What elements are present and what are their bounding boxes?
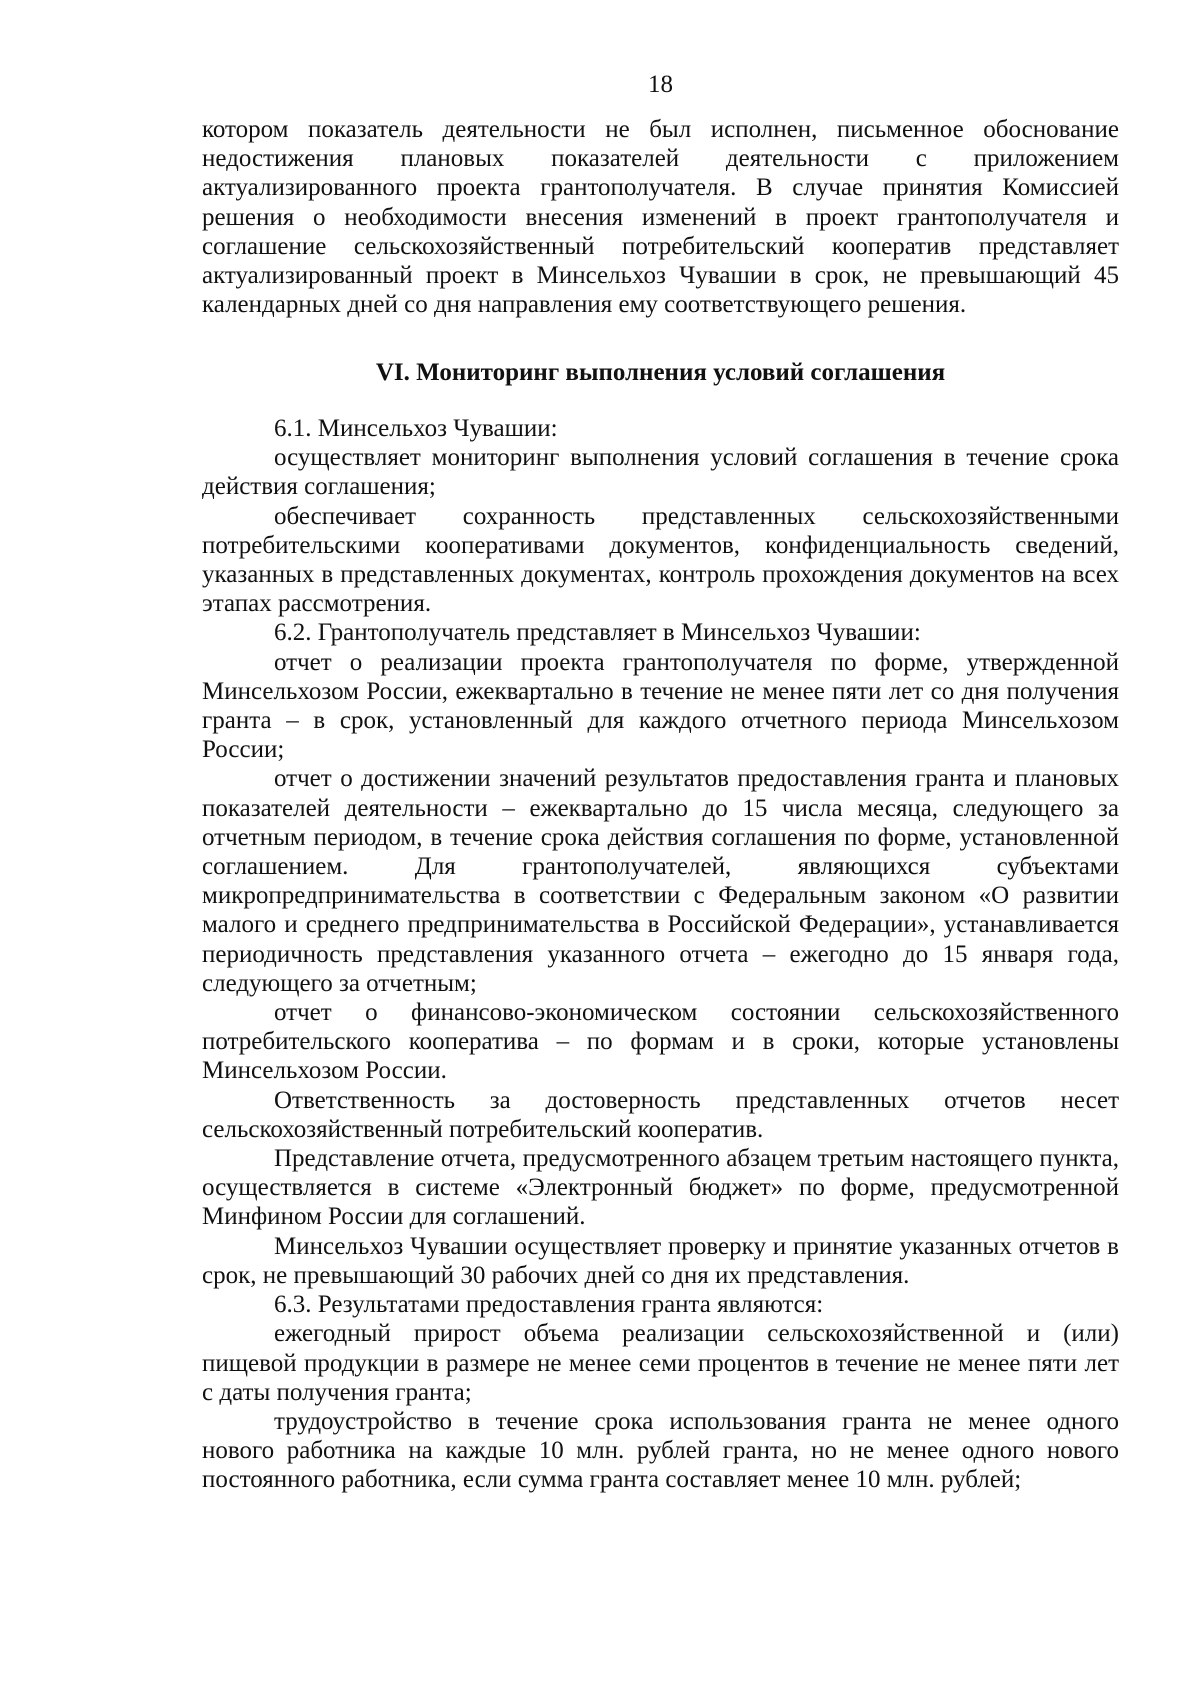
section-body bbox=[202, 414, 1119, 1495]
paragraph: ежегодный прирост объема реализации сельскохозяйственной и (или) пищевой продукции в размере не менее семи процентов в течение не менее пяти лет с даты получения гранта; bbox=[202, 1320, 1119, 1406]
paragraph: Минсельхоз Чувашии осуществляет проверку и принятие указанных отчетов в срок, не превышающий 30 рабочих дней со дня их представления. bbox=[202, 1232, 1119, 1289]
paragraph-6-3: 6.3. Результатами предоставления гранта являются: bbox=[274, 1291, 824, 1319]
paragraph: отчет о финансово-экономическом состоянии сельскохозяйственного потребительского кооператива – по формам и в сроки, которые установлены Минсельхозом России. bbox=[202, 999, 1119, 1085]
paragraph: Ответственность за достоверность представленных отчетов несет сельскохозяйственный потребительский кооператив. bbox=[202, 1086, 1119, 1143]
intro-paragraph: котором показатель деятельности не был исполнен, письменное обоснование недостижения плановых показателей деятельности с приложением актуализированного проекта грантополучателя. В случае принятия Комиссией решения о необходимости внесения изменений в проект грантополучателя и соглашение сельскохозяйственный потребительский кооператив представляет актуализированный проект в Минсельхоз Чувашии в срок, не превышающий 45 календарных дней со дня направления ему соответствующего решения. bbox=[202, 116, 1119, 319]
paragraph: отчет о реализации проекта грантополучателя по форме, утвержденной Минсельхозом России, ежеквартально в течение не менее пяти лет со дня получения гранта – в срок, установленный для каждого отчетного периода Минсельхозом России; bbox=[202, 648, 1119, 764]
paragraph: Представление отчета, предусмотренного абзацем третьим настоящего пункта, осуществляется в системе «Электронный бюджет» по форме, предусмотренной Минфином России для соглашений. bbox=[202, 1145, 1119, 1231]
paragraph: трудоустройство в течение срока использования гранта не менее одного нового работника на каждые 10 млн. рублей гранта, но не менее одного нового постоянного работника, если сумма гранта составляет менее 10 млн. рублей; bbox=[202, 1407, 1119, 1494]
paragraph-6-1: 6.1. Минсельхоз Чувашии: bbox=[274, 415, 558, 442]
paragraph-6-2: 6.2. Грантополучатель представляет в Минсельхоз Чувашии: bbox=[274, 619, 921, 647]
section-heading: VI. Мониторинг выполнения условий соглашения bbox=[375, 359, 946, 386]
page-number: 18 bbox=[648, 71, 673, 98]
intro-block bbox=[202, 115, 1119, 319]
paragraph: обеспечивает сохранность представленных сельскохозяйственными потребительскими кооперативами документов, конфиденциальность сведений, указанных в представленных документах, контроль прохождения документов на всех этапах рассмотрения. bbox=[202, 502, 1119, 618]
paragraph: осуществляет мониторинг выполнения условий соглашения в течение срока действия соглашения; bbox=[202, 444, 1119, 501]
paragraph: отчет о достижении значений результатов предоставления гранта и плановых показателей деятельности – ежеквартально до 15 числа месяца, следующего за отчетным периодом, в течение срока действия соглашения по форме, установленной соглашением. Для грантополучателей, являющихся субъектами микропредпринимательства в соответствии с Федеральным законом «О развитии малого и среднего предпринимательства в Российской Федерации», устанавливается периодичность представления указанного отчета – ежегодно до 15 января года, следующего за отчетным; bbox=[202, 765, 1119, 997]
